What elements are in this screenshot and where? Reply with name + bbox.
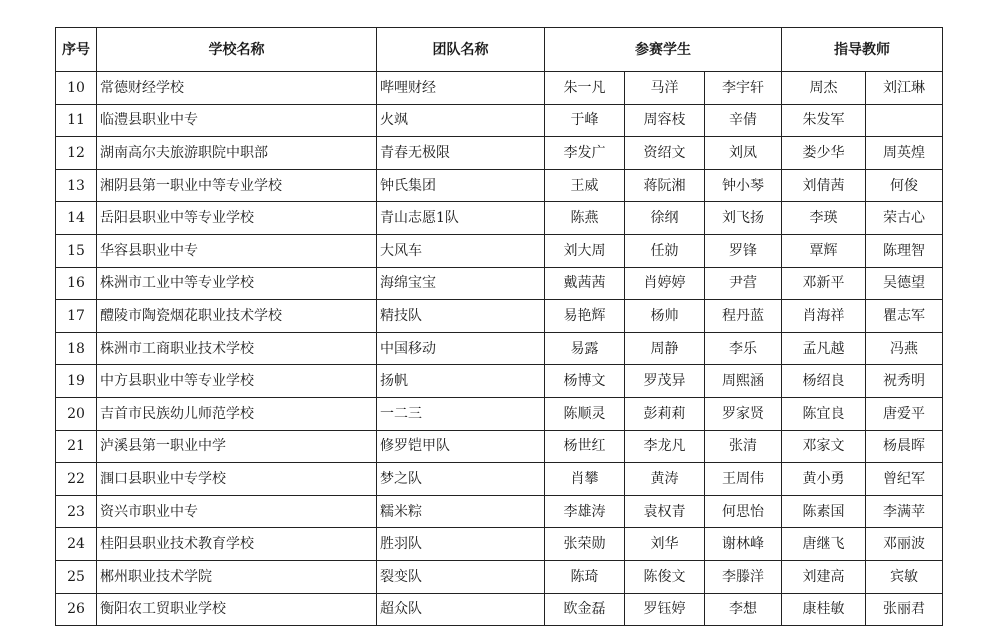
student-name: 李想 [705,593,782,626]
student-name: 袁权青 [625,495,705,528]
student-name: 罗茂异 [625,365,705,398]
school-name: 醴陵市陶瓷烟花职业技术学校 [97,300,377,333]
student-name: 何思怡 [705,495,782,528]
header-team: 团队名称 [377,28,545,72]
row-index: 14 [56,202,97,235]
student-name: 陈俊文 [625,560,705,593]
student-name: 罗锋 [705,234,782,267]
row-index: 18 [56,332,97,365]
teacher-name: 曾纪军 [866,463,943,496]
row-index: 20 [56,397,97,430]
student-name: 任勍 [625,234,705,267]
student-name: 李发广 [545,137,625,170]
school-name: 华容县职业中专 [97,234,377,267]
row-index: 24 [56,528,97,561]
student-name: 资绍文 [625,137,705,170]
school-name: 吉首市民族幼儿师范学校 [97,397,377,430]
teacher-name: 周杰 [782,72,866,105]
team-name: 修罗铠甲队 [377,430,545,463]
team-name: 扬帆 [377,365,545,398]
teacher-name: 刘倩茜 [782,169,866,202]
team-name: 大风车 [377,234,545,267]
table-row [56,202,943,235]
student-name: 蒋阮湘 [625,169,705,202]
row-index: 16 [56,267,97,300]
student-name: 刘凤 [705,137,782,170]
student-name: 张荣勋 [545,528,625,561]
student-name: 马洋 [625,72,705,105]
student-name: 陈燕 [545,202,625,235]
student-name: 杨世红 [545,430,625,463]
student-name: 周静 [625,332,705,365]
teacher-name: 瞿志军 [866,300,943,333]
student-name: 黄涛 [625,463,705,496]
school-name: 株洲市工商职业技术学校 [97,332,377,365]
student-name: 李龙凡 [625,430,705,463]
table-header-row [56,28,943,72]
teacher-name: 李瑛 [782,202,866,235]
table-row [56,430,943,463]
student-name: 刘华 [625,528,705,561]
student-name: 朱一凡 [545,72,625,105]
teacher-name: 肖海祥 [782,300,866,333]
table-row [56,234,943,267]
team-name: 中国移动 [377,332,545,365]
team-name: 钟氏集团 [377,169,545,202]
school-name: 湖南高尔夫旅游职院中职部 [97,137,377,170]
school-name: 岳阳县职业中等专业学校 [97,202,377,235]
row-index: 25 [56,560,97,593]
teacher-name: 周英煌 [866,137,943,170]
student-name: 易艳辉 [545,300,625,333]
student-name: 陈顺灵 [545,397,625,430]
student-name: 周容枝 [625,104,705,137]
teacher-name: 祝秀明 [866,365,943,398]
student-name: 王周伟 [705,463,782,496]
row-index: 21 [56,430,97,463]
table-row [56,463,943,496]
row-index: 12 [56,137,97,170]
teacher-name: 覃辉 [782,234,866,267]
teacher-name: 康桂敏 [782,593,866,626]
student-name: 肖婷婷 [625,267,705,300]
row-index: 26 [56,593,97,626]
table-row [56,365,943,398]
teacher-name: 刘建高 [782,560,866,593]
table-row [56,495,943,528]
teacher-name: 娄少华 [782,137,866,170]
student-name: 徐纲 [625,202,705,235]
header-teachers: 指导教师 [782,28,943,72]
teacher-name: 何俊 [866,169,943,202]
student-name: 钟小琴 [705,169,782,202]
table-row [56,267,943,300]
teacher-name: 邓新平 [782,267,866,300]
team-name: 哔哩财经 [377,72,545,105]
teacher-name: 刘江琳 [866,72,943,105]
teacher-name: 唐爱平 [866,397,943,430]
teacher-name: 陈理智 [866,234,943,267]
student-name: 罗钰婷 [625,593,705,626]
student-name: 陈琦 [545,560,625,593]
team-name: 超众队 [377,593,545,626]
school-name: 泸溪县第一职业中学 [97,430,377,463]
teacher-name: 杨绍良 [782,365,866,398]
team-name: 一二三 [377,397,545,430]
student-name: 周熙涵 [705,365,782,398]
table-row [56,397,943,430]
team-name: 胜羽队 [377,528,545,561]
teacher-name: 宾敏 [866,560,943,593]
student-name: 杨帅 [625,300,705,333]
team-name: 糯米粽 [377,495,545,528]
teacher-name: 陈宜良 [782,397,866,430]
student-name: 张清 [705,430,782,463]
school-name: 涠口县职业中专学校 [97,463,377,496]
table-row [56,169,943,202]
table-row [56,300,943,333]
team-name: 青山志愿1队 [377,202,545,235]
student-name: 尹营 [705,267,782,300]
team-name: 精技队 [377,300,545,333]
teacher-name: 黄小勇 [782,463,866,496]
school-name: 常德财经学校 [97,72,377,105]
student-name: 刘飞扬 [705,202,782,235]
table-row [56,593,943,626]
teacher-name: 邓丽波 [866,528,943,561]
participants-table [55,27,943,626]
student-name: 李宇轩 [705,72,782,105]
team-name: 火飒 [377,104,545,137]
teacher-name: 李满苹 [866,495,943,528]
teacher-name: 邓家文 [782,430,866,463]
teacher-name: 张丽君 [866,593,943,626]
school-name: 衡阳农工贸职业学校 [97,593,377,626]
student-name: 于峰 [545,104,625,137]
header-students: 参赛学生 [545,28,782,72]
school-name: 湘阴县第一职业中等专业学校 [97,169,377,202]
teacher-name: 陈素国 [782,495,866,528]
row-index: 17 [56,300,97,333]
teacher-name: 杨晨晖 [866,430,943,463]
student-name: 李乐 [705,332,782,365]
student-name: 彭莉莉 [625,397,705,430]
row-index: 23 [56,495,97,528]
header-school: 学校名称 [97,28,377,72]
teacher-name: 唐继飞 [782,528,866,561]
row-index: 22 [56,463,97,496]
student-name: 欧金磊 [545,593,625,626]
school-name: 桂阳县职业技术教育学校 [97,528,377,561]
student-name: 易露 [545,332,625,365]
student-name: 李雄涛 [545,495,625,528]
table-body [56,72,943,626]
teacher-name: 吴德望 [866,267,943,300]
team-name: 青春无极限 [377,137,545,170]
team-name: 海绵宝宝 [377,267,545,300]
team-name: 裂变队 [377,560,545,593]
teacher-name: 朱发军 [782,104,866,137]
teacher-name: 荣古心 [866,202,943,235]
school-name: 中方县职业中等专业学校 [97,365,377,398]
table-row [56,332,943,365]
student-name: 刘大周 [545,234,625,267]
table-row [56,528,943,561]
table-row [56,72,943,105]
student-name: 罗家贤 [705,397,782,430]
teacher-name [866,104,943,137]
student-name: 辛倩 [705,104,782,137]
student-name: 杨博文 [545,365,625,398]
school-name: 临澧县职业中专 [97,104,377,137]
table-row [56,137,943,170]
row-index: 13 [56,169,97,202]
student-name: 谢林峰 [705,528,782,561]
row-index: 10 [56,72,97,105]
row-index: 11 [56,104,97,137]
student-name: 李滕洋 [705,560,782,593]
teacher-name: 孟凡越 [782,332,866,365]
teacher-name: 冯燕 [866,332,943,365]
school-name: 郴州职业技术学院 [97,560,377,593]
row-index: 15 [56,234,97,267]
table-row [56,104,943,137]
header-index: 序号 [56,28,97,72]
table-row [56,560,943,593]
student-name: 程丹蓝 [705,300,782,333]
student-name: 戴茜茜 [545,267,625,300]
school-name: 资兴市职业中专 [97,495,377,528]
team-name: 梦之队 [377,463,545,496]
student-name: 肖攀 [545,463,625,496]
school-name: 株洲市工业中等专业学校 [97,267,377,300]
row-index: 19 [56,365,97,398]
student-name: 王威 [545,169,625,202]
